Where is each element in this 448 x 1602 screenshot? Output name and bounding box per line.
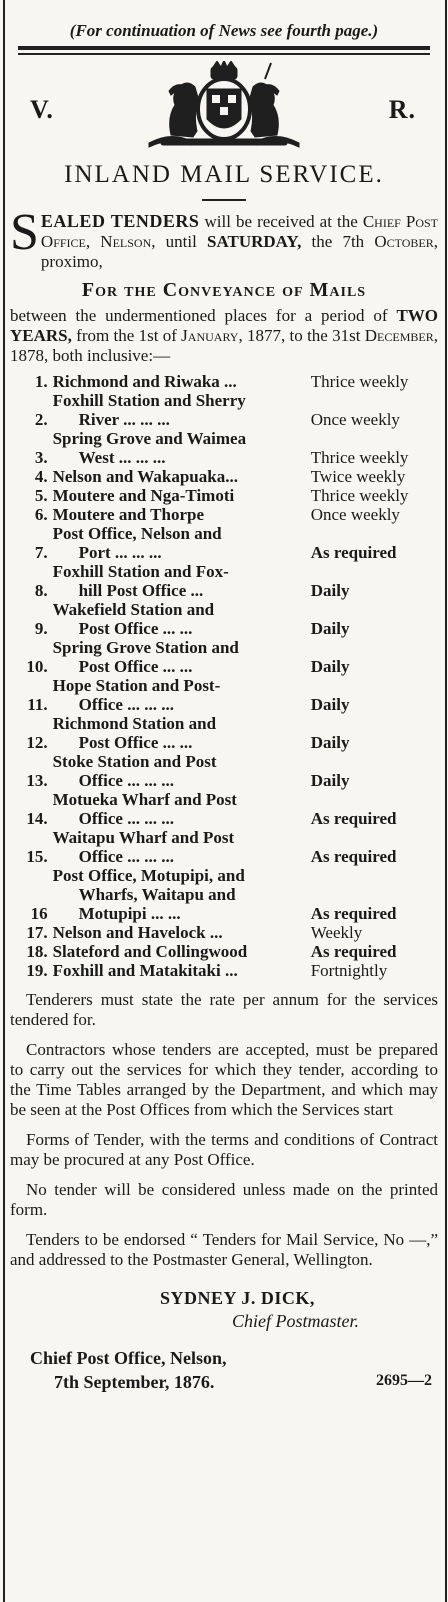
table-row bbox=[10, 828, 438, 866]
route-frequency: Daily bbox=[310, 695, 350, 714]
continuation-note: (For continuation of News see fourth page.) bbox=[69, 21, 379, 40]
route-number: 11. bbox=[27, 695, 48, 714]
route-number: 17. bbox=[26, 923, 48, 942]
route-places bbox=[53, 600, 311, 638]
period-paragraph bbox=[10, 306, 438, 366]
table-row bbox=[10, 790, 438, 828]
route-frequency: Twice weekly bbox=[310, 467, 406, 486]
route-number: 19. bbox=[26, 961, 48, 980]
route-frequency: Fortnightly bbox=[310, 961, 388, 980]
paragraph-rate: Tenderers must state the rate per annum for the services tendered for. bbox=[10, 990, 438, 1029]
route-frequency: Thrice weekly bbox=[310, 448, 409, 467]
route-places bbox=[53, 923, 311, 942]
route-place-line: Office ... ... ... bbox=[78, 695, 174, 714]
period-jan: January, bbox=[181, 326, 243, 345]
route-number: 8. bbox=[34, 581, 48, 600]
table-row bbox=[10, 429, 438, 467]
route-place-line: Office ... ... ... bbox=[78, 809, 174, 828]
route-places bbox=[53, 866, 311, 923]
route-frequency: As required bbox=[310, 904, 397, 923]
route-frequency: Daily bbox=[310, 657, 350, 676]
route-place-line: Post Office ... ... bbox=[78, 733, 193, 752]
route-number: 14. bbox=[26, 809, 48, 828]
route-frequency: As required bbox=[310, 809, 397, 828]
footer-date: 7th September, 1876. bbox=[54, 1372, 215, 1392]
period-text-4: 1878, both inclusive:— bbox=[10, 346, 171, 365]
footer-block bbox=[10, 1346, 438, 1398]
period-text-2: from the 1st of bbox=[71, 326, 182, 345]
period-text-1: between the undermentioned places for a period of bbox=[10, 306, 397, 325]
paragraph-contractors: Contractors whose tenders are accepted, must be prepared to carry out the services for which they tender, according to the Time Tables arranged by the Department, and which may be seen at the Post Offices from which the Services start bbox=[10, 1040, 438, 1119]
route-place-line: Post Office, Nelson and bbox=[52, 524, 222, 543]
route-frequency: Daily bbox=[310, 733, 350, 752]
route-number: 5. bbox=[34, 486, 48, 505]
intro-bold-start: EALED TENDERS bbox=[40, 211, 200, 231]
period-dec: December, bbox=[364, 326, 438, 345]
route-frequency: Thrice weekly bbox=[310, 372, 409, 391]
route-places bbox=[53, 372, 311, 391]
route-places bbox=[53, 942, 311, 961]
route-place-line: Port ... ... ... bbox=[78, 543, 162, 562]
route-number: 7. bbox=[34, 543, 48, 562]
route-places bbox=[53, 486, 311, 505]
table-row bbox=[10, 505, 438, 524]
route-number: 16 bbox=[30, 904, 48, 923]
route-frequency: Thrice weekly bbox=[310, 486, 409, 505]
route-places bbox=[53, 638, 311, 676]
route-place-line: Richmond and Riwaka ... bbox=[52, 372, 237, 391]
table-row bbox=[10, 486, 438, 505]
table-row bbox=[10, 600, 438, 638]
advertisement bbox=[10, 0, 438, 1398]
route-places bbox=[53, 391, 311, 429]
route-number: 4. bbox=[34, 467, 48, 486]
route-number: 2. bbox=[34, 410, 48, 429]
table-row bbox=[10, 923, 438, 942]
table-row bbox=[10, 961, 438, 980]
route-place-line: hill Post Office ... bbox=[78, 581, 204, 600]
route-place-line: Spring Grove and Waimea bbox=[52, 429, 247, 448]
route-number: 15. bbox=[26, 847, 48, 866]
paragraph-printed-form: No tender will be considered unless made on the printed form. bbox=[10, 1180, 438, 1219]
route-places bbox=[53, 790, 311, 828]
route-frequency: Once weekly bbox=[310, 410, 400, 429]
period-years: TWO YEARS, bbox=[10, 306, 438, 345]
route-number: 18. bbox=[26, 942, 48, 961]
table-row bbox=[10, 372, 438, 391]
table-row bbox=[10, 714, 438, 752]
route-place-line: Moutere and Nga-Timoti bbox=[52, 486, 235, 505]
royal-coat-of-arms-icon bbox=[141, 61, 307, 153]
table-row bbox=[10, 638, 438, 676]
route-number: 6. bbox=[34, 505, 48, 524]
route-place-line: Moutere and Thorpe bbox=[52, 505, 205, 524]
route-number: 3. bbox=[34, 448, 48, 467]
route-place-line: Richmond Station and bbox=[52, 714, 217, 733]
route-place-line: Stoke Station and Post bbox=[52, 752, 217, 771]
intro-text-4: proximo, bbox=[40, 252, 103, 271]
route-place-line: Foxhill Station and Fox- bbox=[52, 562, 229, 581]
route-frequency: Weekly bbox=[310, 923, 363, 942]
table-row bbox=[10, 524, 438, 562]
route-places bbox=[53, 676, 311, 714]
route-number: 1. bbox=[34, 372, 48, 391]
routes-table bbox=[10, 372, 438, 980]
table-row bbox=[10, 676, 438, 714]
route-places bbox=[53, 505, 311, 524]
intro-text-3: the 7th bbox=[301, 232, 375, 251]
route-place-line: Wakefield Station and bbox=[52, 600, 215, 619]
route-place-line: Post Office ... ... bbox=[78, 619, 193, 638]
footer-office: Chief Post Office, Nelson, bbox=[30, 1348, 227, 1368]
route-number: 12. bbox=[26, 733, 48, 752]
route-place-line: West ... ... ... bbox=[78, 448, 166, 467]
crest-row bbox=[10, 61, 438, 157]
period-text-3: 1877, to the 31st bbox=[242, 326, 365, 345]
title-rule bbox=[202, 199, 246, 201]
route-number: 9. bbox=[34, 619, 48, 638]
route-place-line: Wharfs, Waitapu and bbox=[78, 885, 236, 904]
table-row bbox=[10, 752, 438, 790]
route-place-line: Spring Grove Station and bbox=[52, 638, 239, 657]
signatory-title: Chief Postmaster. bbox=[232, 1311, 360, 1331]
route-place-line: River ... ... ... bbox=[78, 410, 170, 429]
intro-paragraph bbox=[10, 204, 438, 272]
intro-office: Chief Post Office, Nelson, bbox=[40, 212, 438, 251]
route-place-line: Post Office ... ... bbox=[78, 657, 193, 676]
route-frequency: Daily bbox=[310, 581, 350, 600]
route-frequency: As required bbox=[310, 942, 397, 961]
paragraph-endorsed: Tenders to be endorsed “ Tenders for Mail Service, No —,” and addressed to the Postmaster General, Wellington. bbox=[10, 1230, 438, 1269]
route-frequency: Daily bbox=[310, 771, 350, 790]
route-places bbox=[53, 562, 311, 600]
route-places bbox=[53, 752, 311, 790]
route-number: 10. bbox=[26, 657, 48, 676]
route-place-line: Office ... ... ... bbox=[78, 847, 174, 866]
intro-day: SATURDAY, bbox=[207, 232, 302, 251]
route-place-line: Foxhill and Matakitaki ... bbox=[52, 961, 238, 980]
table-row bbox=[10, 866, 438, 923]
page-title: INLAND MAIL SERVICE. bbox=[64, 161, 384, 188]
route-frequency: Once weekly bbox=[310, 505, 400, 524]
route-place-line: Motueka Wharf and Post bbox=[52, 790, 237, 809]
section-heading: For the Conveyance of Mails bbox=[81, 279, 367, 301]
divider-thin bbox=[18, 53, 430, 55]
table-row bbox=[10, 562, 438, 600]
route-frequency: Daily bbox=[310, 619, 350, 638]
route-place-line: Post Office, Motupipi, and bbox=[52, 866, 245, 885]
route-places bbox=[53, 828, 311, 866]
route-frequency: As required bbox=[310, 847, 397, 866]
route-places bbox=[53, 429, 311, 467]
route-place-line: Waitapu Wharf and Post bbox=[52, 828, 235, 847]
route-number: 13. bbox=[26, 771, 48, 790]
right-column-rule bbox=[445, 0, 447, 1602]
route-places bbox=[53, 524, 311, 562]
route-frequency: As required bbox=[310, 543, 397, 562]
route-place-line: Slateford and Collingwood bbox=[52, 942, 248, 961]
left-column-rule bbox=[3, 0, 5, 1602]
table-row bbox=[10, 467, 438, 486]
table-row bbox=[10, 391, 438, 429]
crest-right-letter: R. bbox=[388, 95, 416, 124]
route-place-line: Nelson and Wakapuaka... bbox=[52, 467, 238, 486]
signature-block bbox=[10, 1286, 438, 1332]
route-place-line: Foxhill Station and Sherry bbox=[52, 391, 246, 410]
paragraph-forms: Forms of Tender, with the terms and conditions of Contract may be procured at any Post Office. bbox=[10, 1130, 438, 1169]
table-row bbox=[10, 942, 438, 961]
footer-reference: 2695—2 bbox=[376, 1372, 432, 1389]
drop-cap: S bbox=[10, 204, 39, 261]
route-places bbox=[53, 961, 311, 980]
crest-left-letter: V. bbox=[30, 95, 54, 124]
route-places bbox=[53, 467, 311, 486]
intro-text-2: until bbox=[155, 232, 208, 251]
route-places bbox=[53, 714, 311, 752]
route-place-line: Motupipi ... ... bbox=[78, 904, 181, 923]
intro-month: October, bbox=[374, 232, 438, 251]
intro-text-1: will be received at the bbox=[199, 212, 363, 231]
route-place-line: Office ... ... ... bbox=[78, 771, 174, 790]
route-place-line: Nelson and Havelock ... bbox=[52, 923, 223, 942]
signatory-name: SYDNEY J. DICK, bbox=[160, 1288, 315, 1308]
route-place-line: Hope Station and Post- bbox=[52, 676, 221, 695]
divider-thick bbox=[18, 46, 430, 50]
